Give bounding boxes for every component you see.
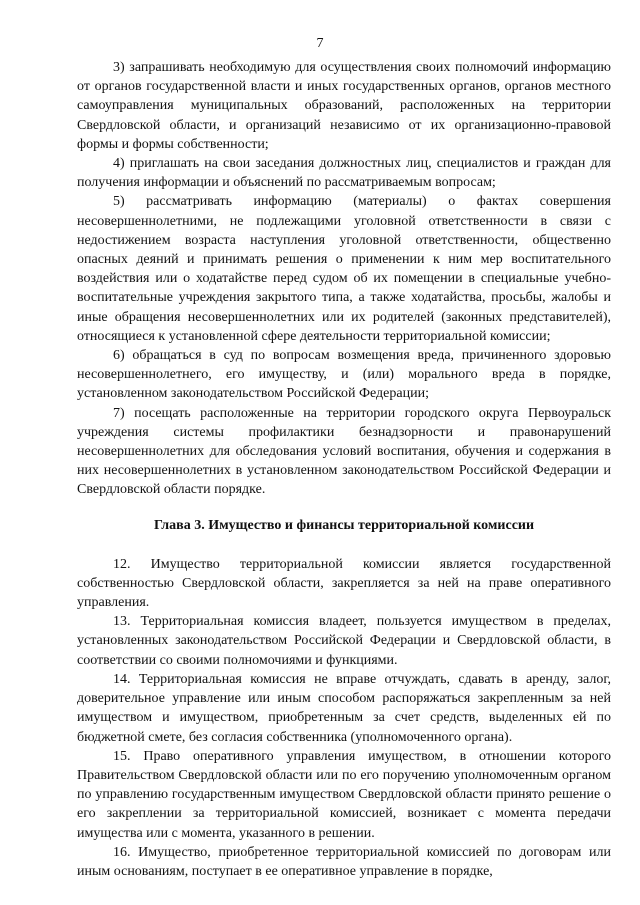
clause-13: 13. Территориальная комиссия владеет, пользуется имуществом в пределах, установленных законодательством Российской Федерации и Свердловской области, в соответствии со своими полномочиями и функциями. [77,614,611,668]
clause-15: 15. Право оперативного управления имуществом, в отношении которого Правительством Свердловской области или по его поручению уполномоченным органом по управлению государственным имуществом Свердловской области принято решение о его закреплении за территориальной комиссией, возникает с момента передачи имущества или с момента, указанного в решении. [77,748,611,841]
clause-16: 16. Имущество, приобретенное территориальной комиссией по договорам или иным основаниям, поступает в ее оперативное управление в порядке, [77,844,611,879]
chapter-heading: Глава 3. Имущество и финансы территориальной комиссии [153,517,535,533]
document-body [77,58,611,881]
page-number: 7 [316,36,324,51]
list-item-3: 3) запрашивать необходимую для осуществления своих полномочий информацию от органов государственной власти и иных государственных органов, органов местного самоуправления муниципальных образований, расположенных на территории Свердловской области, и организаций независимо от их организационно-правовой формы и формы собственности; [77,60,611,152]
clause-14: 14. Территориальная комиссия не вправе отчуждать, сдавать в аренду, залог, доверительное управление или иным способом распоряжаться закрепленным за ней имуществом и имуществом, приобретенным за счет средств, выделенных ей по бюджетной смете, без согласия собственника (уполномоченного органа). [77,671,611,745]
list-item-7: 7) посещать расположенные на территории городского округа Первоуральск учреждения системы профилактики безнадзорности и правонарушений несовершеннолетних для обследования условий воспитания, обучения и содержания в них несовершеннолетних в установленном законодательством Российской Федерации и Свердловской области порядке. [77,405,611,498]
list-item-6: 6) обращаться в суд по вопросам возмещения вреда, причиненного здоровью несовершеннолетнего, его имуществу, и (или) морального вреда в порядке, установленном законодательством Российской Федерации; [77,348,611,402]
list-item-5: 5) рассматривать информацию (материалы) о фактах совершения несовершеннолетними, не подлежащими уголовной ответственности в связи с недостижением возраста наступления уголовной ответственности, общественно опасных деяний и принимать решения о применении к ним мер воспитательного воздействия или о ходатайстве перед судом об их помещении в специальные учебно-воспитательные учреждения закрытого типа, а также ходатайства, просьбы, жалобы и иные обращения несовершеннолетних или их родителей (законных представителей), относящиеся к установленной сфере деятельности территориальной комиссии; [77,194,611,344]
list-item-4: 4) приглашать на свои заседания должностных лиц, специалистов и граждан для получения информации и объяснений по рассматриваемым вопросам; [77,156,611,191]
clause-12: 12. Имущество территориальной комиссии является государственной собственностью Свердловской области, закрепляется за ней на праве оперативного управления. [77,556,611,611]
